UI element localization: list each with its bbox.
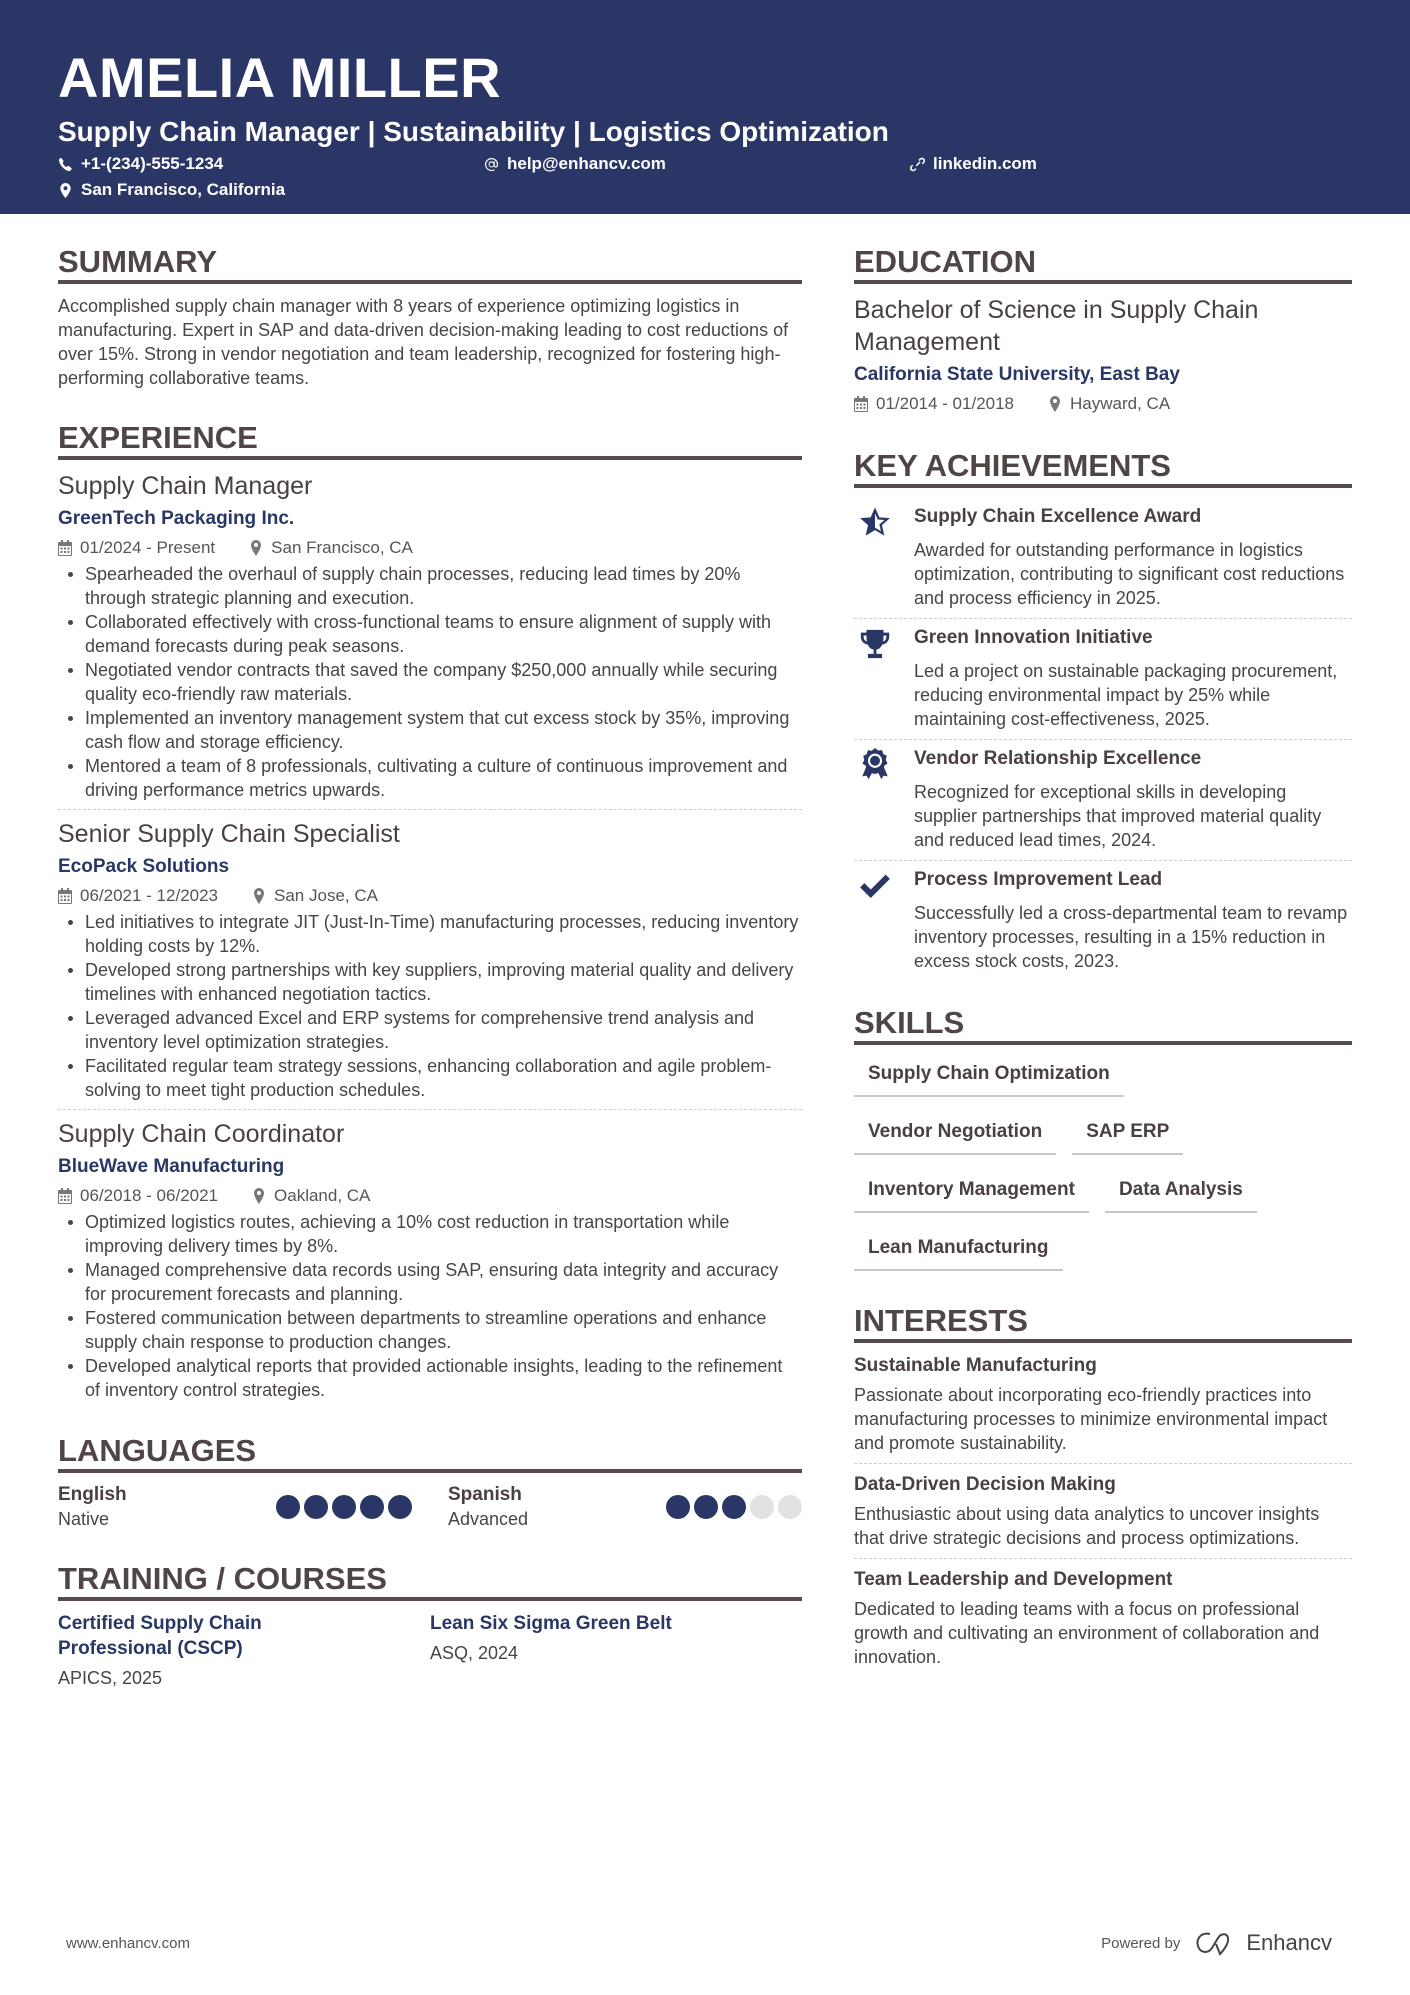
language-level: Advanced bbox=[448, 1509, 529, 1529]
experience-section bbox=[58, 420, 802, 1409]
skill-tag: Lean Manufacturing bbox=[854, 1229, 1063, 1271]
skills-section bbox=[854, 1005, 1352, 1271]
calendar-icon bbox=[58, 1188, 72, 1204]
job-bullets bbox=[58, 910, 802, 1102]
svg-text:1: 1 bbox=[873, 758, 877, 767]
phone-contact[interactable] bbox=[58, 154, 484, 174]
section-title-education: EDUCATION bbox=[854, 244, 1352, 284]
interest-desc: Dedicated to leading teams with a focus on professional growth and cultivating an environment of collaboration and innovation. bbox=[854, 1599, 1320, 1667]
headline: Supply Chain Manager | Sustainability | Logistics Optimization bbox=[58, 116, 889, 147]
company-name: BlueWave Manufacturing bbox=[58, 1156, 285, 1177]
bullet-item: Spearheaded the overhaul of supply chain processes, reducing lead times by 20% through strategic planning and execution. bbox=[58, 562, 802, 610]
phone-icon bbox=[58, 157, 73, 172]
interest-desc: Enthusiastic about using data analytics to uncover insights that drive strategic decisions and process optimizations. bbox=[854, 1504, 1320, 1548]
bullet-item: Mentored a team of 8 professionals, cultivating a culture of continuous improvement and driving performance metrics upwards. bbox=[58, 754, 802, 802]
right-column bbox=[854, 214, 1352, 1690]
email-contact[interactable] bbox=[484, 154, 910, 174]
job-meta bbox=[58, 536, 802, 560]
contact-info bbox=[58, 154, 1352, 200]
achievement-title: Green Innovation Initiative bbox=[914, 627, 1153, 648]
company-name: EcoPack Solutions bbox=[58, 856, 230, 877]
location-pin-icon bbox=[58, 183, 73, 198]
summary-text: Accomplished supply chain manager with 8 years of experience optimizing logistics in manufacturing. Expert in SAP and data-driven decision-making leading to cost reductions of over 15%. Strong in vendor negotiation and team leadership, recognized for fostering high-performing collaborative teams. bbox=[58, 296, 789, 388]
job-bullets bbox=[58, 1210, 802, 1402]
course-item bbox=[58, 1611, 430, 1690]
website-link[interactable]: www.enhancv.com bbox=[66, 1934, 190, 1952]
proficiency-dots bbox=[276, 1495, 412, 1519]
language-name: Spanish bbox=[448, 1484, 522, 1505]
brand-logo[interactable] bbox=[1194, 1930, 1332, 1956]
section-title-achievements: KEY ACHIEVEMENTS bbox=[854, 448, 1352, 488]
at-icon bbox=[484, 157, 499, 172]
dot-filled bbox=[666, 1495, 690, 1519]
section-title-experience: EXPERIENCE bbox=[58, 420, 802, 460]
dot-filled bbox=[332, 1495, 356, 1519]
summary-section bbox=[58, 244, 802, 390]
powered-by bbox=[1101, 1930, 1332, 1956]
achievement-desc: Recognized for exceptional skills in developing supplier partnerships that improved material quality and reduced lead times, 2024. bbox=[914, 782, 1322, 850]
section-title-languages: LANGUAGES bbox=[58, 1433, 802, 1473]
language-name: English bbox=[58, 1484, 127, 1505]
email-text: help@enhancv.com bbox=[507, 154, 666, 173]
link-icon bbox=[910, 157, 925, 172]
interest-title: Team Leadership and Development bbox=[854, 1569, 1173, 1590]
company-name: GreenTech Packaging Inc. bbox=[58, 508, 295, 529]
achievements-section bbox=[854, 448, 1352, 981]
dot-filled bbox=[722, 1495, 746, 1519]
dot-filled bbox=[304, 1495, 328, 1519]
achievement-desc: Successfully led a cross-departmental team to revamp inventory processes, resulting in a 15% reduction in excess stock costs, 2023. bbox=[914, 903, 1348, 971]
candidate-name: AMELIA MILLER bbox=[58, 46, 502, 109]
dot-filled bbox=[360, 1495, 384, 1519]
degree: Bachelor of Science in Supply Chain Management bbox=[854, 296, 1259, 356]
proficiency-dots bbox=[666, 1495, 802, 1519]
achievement-item bbox=[854, 861, 1352, 981]
location-pin-icon bbox=[252, 1188, 266, 1204]
interests-section bbox=[854, 1303, 1352, 1677]
section-title-training: TRAINING / COURSES bbox=[58, 1561, 802, 1601]
job-meta bbox=[58, 884, 802, 908]
achievement-desc: Led a project on sustainable packaging procurement, reducing environmental impact by 25% while maintaining cost-effectiveness, 2025. bbox=[914, 661, 1338, 729]
dot-filled bbox=[276, 1495, 300, 1519]
job-entry bbox=[58, 1118, 802, 1409]
job-entry bbox=[58, 818, 802, 1110]
job-location: San Jose, CA bbox=[274, 886, 378, 905]
languages-section bbox=[58, 1433, 802, 1531]
job-location: Oakland, CA bbox=[274, 1186, 371, 1205]
training-section bbox=[58, 1561, 802, 1690]
course-title: Certified Supply Chain Professional (CSCP) bbox=[58, 1613, 262, 1659]
achievement-title: Vendor Relationship Excellence bbox=[914, 748, 1202, 769]
skill-tag: Inventory Management bbox=[854, 1171, 1089, 1213]
brand-name: Enhancv bbox=[1246, 1930, 1332, 1955]
bullet-item: Negotiated vendor contracts that saved the company $250,000 annually while securing quality eco-friendly raw materials. bbox=[58, 658, 802, 706]
skill-tag: Vendor Negotiation bbox=[854, 1113, 1056, 1155]
achievement-item bbox=[854, 498, 1352, 619]
location-pin-icon bbox=[1048, 396, 1062, 412]
interest-item bbox=[854, 1353, 1352, 1464]
skill-tag: SAP ERP bbox=[1072, 1113, 1183, 1155]
bullet-item: Developed analytical reports that provided actionable insights, leading to the refinement of inventory control strategies. bbox=[58, 1354, 802, 1402]
section-title-interests: INTERESTS bbox=[854, 1303, 1352, 1343]
bullet-item: Facilitated regular team strategy sessions, enhancing collaboration and agile problem-solving to meet tight production schedules. bbox=[58, 1054, 802, 1102]
job-meta bbox=[58, 1184, 802, 1208]
dot-empty bbox=[778, 1495, 802, 1519]
medal-icon bbox=[858, 748, 892, 782]
interest-title: Data-Driven Decision Making bbox=[854, 1474, 1116, 1495]
calendar-icon bbox=[854, 396, 868, 412]
bullet-item: Leveraged advanced Excel and ERP systems for comprehensive trend analysis and inventory level optimization strategies. bbox=[58, 1006, 802, 1054]
job-title: Supply Chain Coordinator bbox=[58, 1120, 345, 1148]
linkedin-contact[interactable] bbox=[910, 154, 1210, 174]
job-title: Supply Chain Manager bbox=[58, 472, 313, 500]
course-item bbox=[430, 1611, 802, 1690]
section-title-summary: SUMMARY bbox=[58, 244, 802, 284]
course-title: Lean Six Sigma Green Belt bbox=[430, 1613, 672, 1634]
bullet-item: Led initiatives to integrate JIT (Just-In-Time) manufacturing processes, reducing inventory holding costs by 12%. bbox=[58, 910, 802, 958]
dot-empty bbox=[750, 1495, 774, 1519]
job-location: San Francisco, CA bbox=[271, 538, 413, 557]
calendar-icon bbox=[58, 540, 72, 556]
page-footer bbox=[66, 1930, 1332, 1956]
interest-title: Sustainable Manufacturing bbox=[854, 1355, 1097, 1376]
enhancv-logo-icon bbox=[1194, 1930, 1238, 1956]
powered-by-label: Powered by bbox=[1101, 1934, 1181, 1952]
education-location: Hayward, CA bbox=[1070, 394, 1171, 413]
education-section bbox=[854, 244, 1352, 416]
job-bullets bbox=[58, 562, 802, 802]
bullet-item: Developed strong partnerships with key suppliers, improving material quality and delivery timelines with enhanced negotiation tactics. bbox=[58, 958, 802, 1006]
bullet-item: Fostered communication between departments to streamline operations and enhance supply chain response to production changes. bbox=[58, 1306, 802, 1354]
job-entry bbox=[58, 470, 802, 810]
education-meta bbox=[854, 392, 1352, 416]
interest-item bbox=[854, 1567, 1352, 1677]
job-dates: 06/2018 - 06/2021 bbox=[80, 1186, 219, 1205]
location-contact bbox=[58, 180, 484, 200]
left-column bbox=[58, 214, 802, 1690]
education-dates: 01/2014 - 01/2018 bbox=[876, 394, 1015, 413]
interest-desc: Passionate about incorporating eco-friendly practices into manufacturing processes to minimize environmental impact and promote sustainability. bbox=[854, 1385, 1328, 1453]
bullet-item: Collaborated effectively with cross-functional teams to ensure alignment of supply with demand forecasts during peak seasons. bbox=[58, 610, 802, 658]
language-level: Native bbox=[58, 1509, 110, 1529]
achievement-title: Process Improvement Lead bbox=[914, 869, 1163, 890]
checkmark-icon bbox=[858, 869, 892, 903]
phone-text: +1-(234)-555-1234 bbox=[81, 154, 224, 173]
location-text: San Francisco, California bbox=[81, 180, 286, 199]
skill-tag: Supply Chain Optimization bbox=[854, 1055, 1124, 1097]
job-title: Senior Supply Chain Specialist bbox=[58, 820, 400, 848]
star-icon bbox=[858, 506, 892, 540]
achievement-item bbox=[854, 740, 1352, 861]
language-item bbox=[58, 1483, 412, 1531]
resume-header bbox=[0, 0, 1410, 214]
calendar-icon bbox=[58, 888, 72, 904]
trophy-icon bbox=[858, 627, 892, 661]
language-item bbox=[448, 1483, 802, 1531]
bullet-item: Optimized logistics routes, achieving a 10% cost reduction in transportation while improving delivery times by 8%. bbox=[58, 1210, 802, 1258]
dot-filled bbox=[694, 1495, 718, 1519]
bullet-item: Managed comprehensive data records using SAP, ensuring data integrity and accuracy for procurement forecasts and planning. bbox=[58, 1258, 802, 1306]
course-provider: APICS, 2025 bbox=[58, 1668, 163, 1688]
course-provider: ASQ, 2024 bbox=[430, 1643, 519, 1663]
achievement-item bbox=[854, 619, 1352, 740]
linkedin-text: linkedin.com bbox=[933, 154, 1037, 173]
section-title-skills: SKILLS bbox=[854, 1005, 1352, 1045]
location-pin-icon bbox=[252, 888, 266, 904]
job-dates: 01/2024 - Present bbox=[80, 538, 216, 557]
bullet-item: Implemented an inventory management system that cut excess stock by 35%, improving cash flow and storage efficiency. bbox=[58, 706, 802, 754]
achievement-title: Supply Chain Excellence Award bbox=[914, 506, 1202, 527]
job-dates: 06/2021 - 12/2023 bbox=[80, 886, 219, 905]
location-pin-icon bbox=[249, 540, 263, 556]
dot-filled bbox=[388, 1495, 412, 1519]
achievement-desc: Awarded for outstanding performance in logistics optimization, contributing to significant cost reductions and process efficiency in 2025. bbox=[914, 540, 1345, 608]
interest-item bbox=[854, 1472, 1352, 1559]
school-name: California State University, East Bay bbox=[854, 364, 1180, 385]
skill-tag: Data Analysis bbox=[1105, 1171, 1257, 1213]
